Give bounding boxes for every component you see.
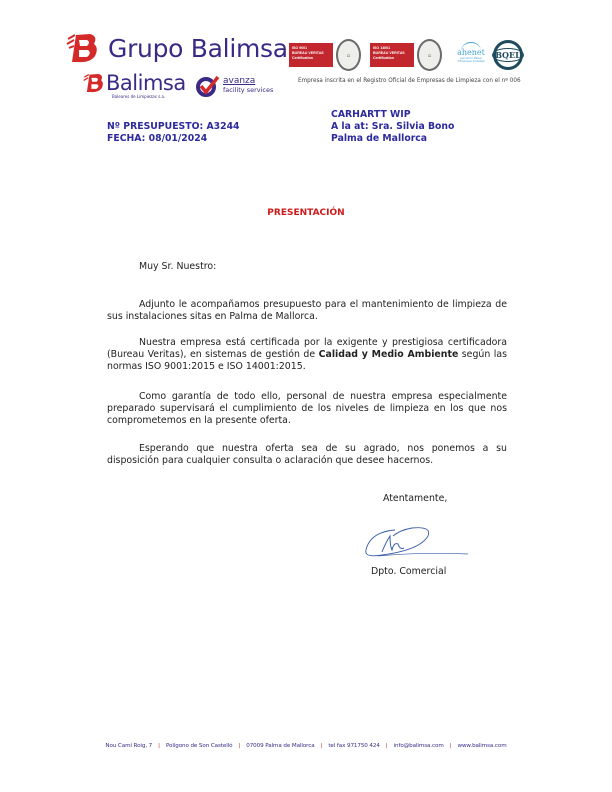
association-logo-subtitle: Asociación Balear d'Empreses de Neteja [457,57,485,63]
recipient-attention: A la at: Sra. Silvia Bono [331,121,455,132]
footer-city: 07009 Palma de Mallorca [246,743,315,749]
association-logo-name: ahenet [457,48,485,57]
greeting: Muy Sr. Nuestro: [139,261,217,272]
footer-separator: | [385,743,388,749]
paragraph-2-text: Nuestra empresa está certificada por la exigente y prestigiosa certificadora (Bureau Veritas), en sistemas de gestión de [107,337,507,361]
footer-separator: | [158,743,160,749]
balimsa-b-icon [82,72,106,94]
cert-label: Certification [292,56,313,60]
footer-email[interactable]: info@balimsa.com [393,743,444,749]
recipient-block [331,109,454,145]
avanza-check-icon [196,75,220,97]
footer-contact [0,743,612,749]
footer-website[interactable]: www.balimsa.com [457,743,507,749]
group-logo-text: Grupo Balimsa [108,33,288,63]
partner-logo-name: avanza [223,76,256,86]
cert-issuer: BUREAU VERITAS [373,51,405,55]
company-logo-subtitle: Baleares de Limpiezas s.a. [112,94,166,99]
paragraph-1 [107,299,507,323]
quote-number: Nº PRESUPUESTO: A3244 [107,121,240,132]
avanza-logo [196,75,273,97]
paragraph-3-text: Como garantía de todo ello, personal de nuestra empresa especialmente preparado supervisará el cumplimiento de los niveles de limpieza en los que nos comprometemos en la presente oferta. [107,391,507,427]
paragraph-2 [107,337,507,374]
quote-date: FECHA: 08/01/2024 [107,133,208,144]
paragraph-4 [107,443,507,467]
signature-icon [360,522,470,562]
cert-standard: ISO 14001 [373,46,391,50]
footer-area: Polígono de Son Castelló [165,743,233,749]
paragraph-2-emphasis: Calidad y Medio Ambiente [318,349,459,361]
signatory: Dpto. Comercial [371,566,447,577]
bqel-logo [493,40,523,70]
footer-phone: tel fax 971750 424 [328,743,380,749]
recipient-company: CARHARTT WIP [331,109,411,120]
footer-separator: | [449,743,452,749]
paragraph-2-text-end: según las normas ISO 9001:2015 e ISO 14001:2015. [107,349,507,373]
iso-9001-certification [289,42,361,68]
paragraph-1-text: Adjunto le acompañamos presupuesto para el mantenimiento de limpieza de sus instalaciones sitas en Palma de Mallorca. [107,299,507,323]
quality-logo-text: BQEL [492,48,523,62]
grupo-balimsa-logo [66,28,288,68]
cert-label: Certification [373,56,394,60]
balimsa-b-icon [66,31,100,65]
partner-logo-subtitle: facility services [223,86,274,94]
footer-address: Nou Camí Roig, 7 [105,743,153,749]
closing: Atentamente, [383,493,448,504]
recipient-city: Palma de Mallorca [331,133,428,144]
bureau-veritas-seal-icon: ⚖ [417,39,442,71]
paragraph-4-text: Esperando que nuestra oferta sea de su agrado, nos ponemos a su disposición para cualquier consulta o aclaración que desee hacernos. [107,443,507,467]
bureau-veritas-seal-icon: ⚖ [336,39,361,71]
balimsa-logo [82,71,186,99]
ahenet-logo [455,42,487,63]
certification-label-box [289,43,333,67]
paragraph-3 [107,391,507,428]
registry-note: Empresa inscrita en el Registro Oficial de Empresas de Limpieza con el nº 006 [298,78,521,84]
quote-info [107,121,240,145]
cert-issuer: BUREAU VERITAS [292,51,324,55]
footer-separator: | [238,743,241,749]
footer-separator: | [320,743,323,749]
cert-standard: ISO 9001 [292,46,308,50]
iso-14001-certification [370,42,442,68]
certification-label-box [370,43,414,67]
letter-title: PRESENTACIÓN [267,208,345,218]
company-logo-text: Balimsa [106,71,186,95]
